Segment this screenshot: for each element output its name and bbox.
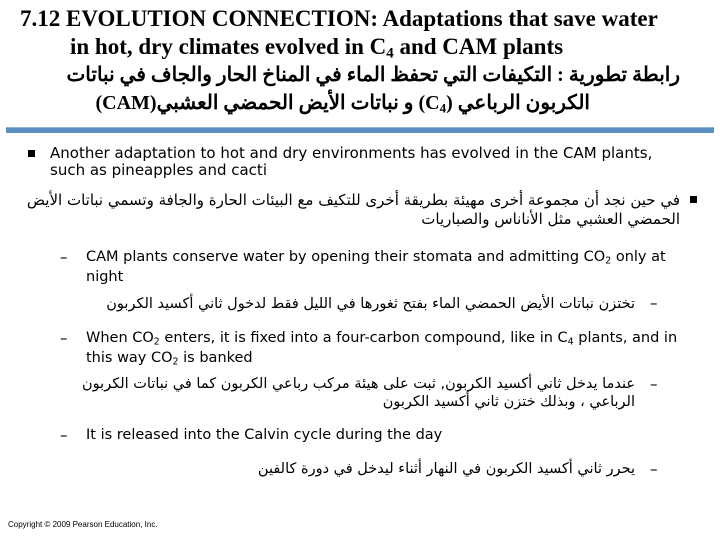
sub-3-english: It is released into the Calvin cycle during the day [86, 427, 443, 443]
bullet-square-icon [28, 150, 35, 157]
sub-2-arabic: عندما يدخل ثاني أكسيد الكربون, ثبت على هيئة مركب رباعي الكربون كما في نباتات الكربون الرباعي ، وبذلك ختزن ثاني أكسيد الكربون [82, 376, 635, 410]
dash-icon: – [650, 375, 658, 393]
title-arabic-line1: رابطة تطورية : التكيفات التي تحفظ الماء في المناخ الحار والجاف في نباتات [66, 64, 680, 86]
dash-icon: – [650, 460, 658, 478]
sub-3-arabic: يحرر ثاني أكسيد الكربون في النهار أثناء ليدخل في دورة كالفين [257, 461, 635, 477]
dash-icon: – [60, 426, 68, 444]
title-english-line1: 7.12 EVOLUTION CONNECTION: Adaptations that save water [20, 6, 658, 31]
bullet-1-english: Another adaptation to hot and dry environments has evolved in the CAM plants, such as pineapples and cacti [50, 144, 653, 179]
title-english-line2: in hot, dry climates evolved in $C_4$ and CAM plants [70, 34, 564, 62]
bullet-square-icon [690, 196, 697, 203]
dash-icon: – [60, 248, 68, 266]
sub-2-english: When $CO_2$ enters, it is fixed into a four-carbon compound, like in $C_4$ plants, and in this way $CO_2$ is banked [86, 330, 678, 368]
sub-1-arabic: تختزن نباتات الأيض الحمضي الماء بفتح ثغورها في الليل فقط لدخول ثاني أكسيد الكربون [106, 296, 635, 312]
dash-icon: – [650, 294, 658, 312]
copyright-footer: Copyright © 2009 Pearson Education, Inc. [8, 520, 158, 529]
title-divider [6, 127, 714, 133]
title-arabic-line2: الكربون الرباعي $(C_4)$ و نباتات الأيض الحمضي العشبي(CAM) [95, 92, 590, 116]
dash-icon: – [60, 329, 68, 347]
sub-1-english: CAM plants conserve water by opening their stomata and admitting $CO_2$ only at night [86, 249, 666, 286]
bullet-1-arabic: في حين نجد أن مجموعة أخرى مهيئة بطريقة أخرى للتكيف مع البيئات الحارة والجافة وتسمي نباتات الأيض الحمضي العشبي مثل الأناناس والصباريات [26, 191, 680, 228]
